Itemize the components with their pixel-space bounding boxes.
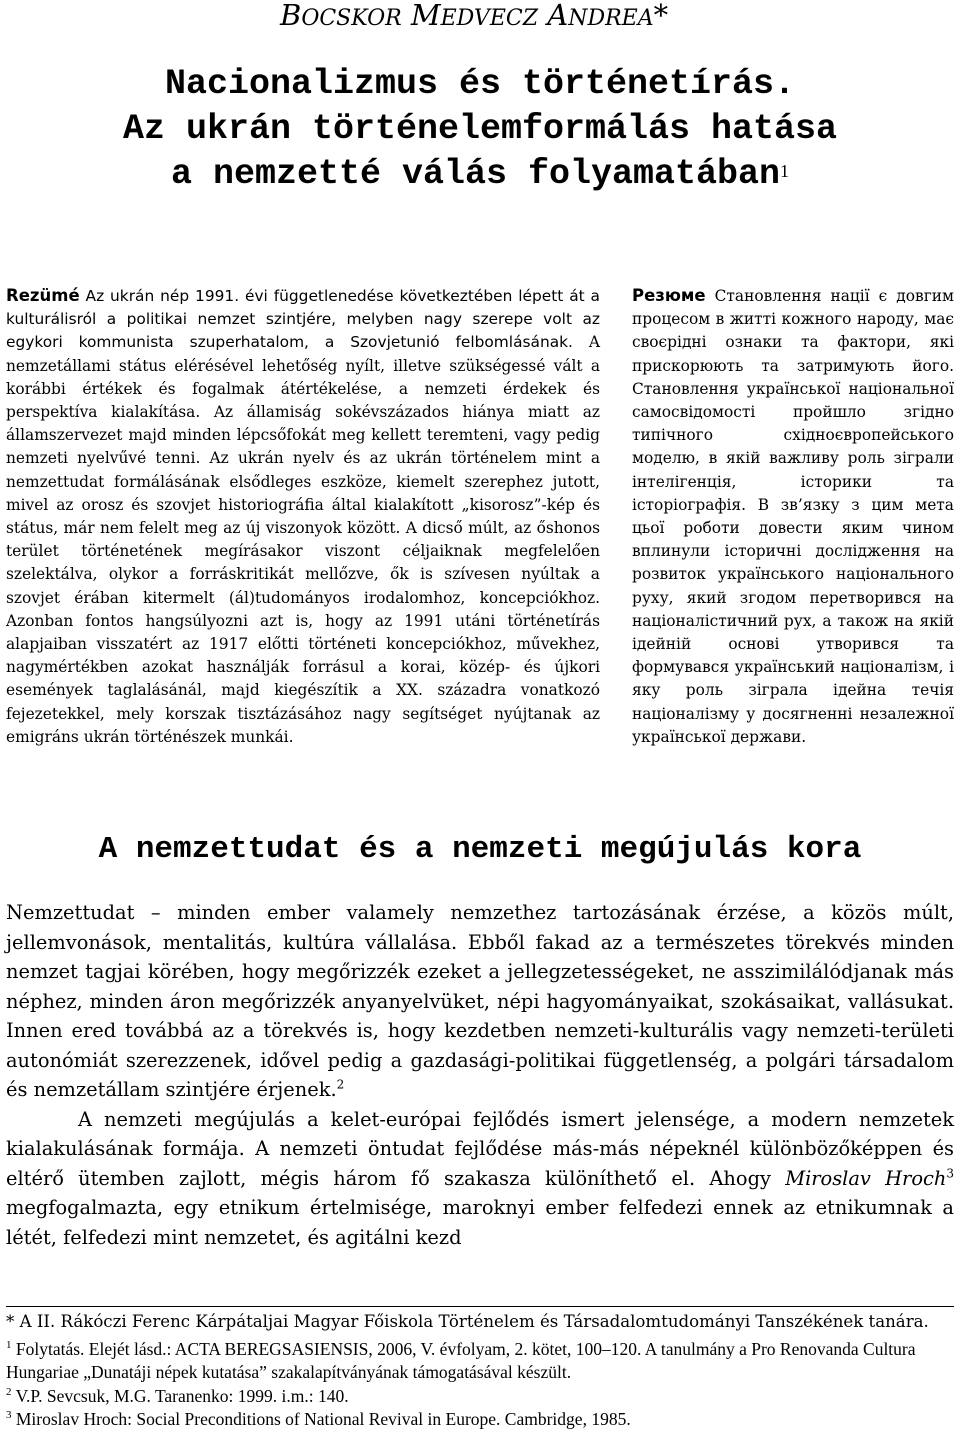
abstract-hungarian xyxy=(6,284,600,749)
footnote-ref-2: 2 xyxy=(336,1077,345,1092)
title-footnote-ref: 1 xyxy=(780,161,790,181)
title-line-3: a nemzetté válás folyamatában$^1$ xyxy=(170,154,790,194)
article-title xyxy=(0,62,960,197)
title-line-1: Nacionalizmus és történetírás. xyxy=(164,64,796,104)
footnote-1: $^1$ Folytatás. Elejét lásd.: ACTA BEREGSASIENSIS, 2006, V. évfolyam, 2. kötet, 100–120. A tanulmány a Pro Renovanda Cultura Hungariae „Dunatáji népek kutatása” szakalapítványának támogatásával készült. xyxy=(6,1338,916,1383)
cited-author-name: Miroslav Hroch xyxy=(785,1166,947,1190)
footnote-ref-3: 3 xyxy=(946,1166,954,1181)
abstract-ua-label: Резюме xyxy=(632,286,706,305)
abstract-ua-text: Становлення нації є довгим процесом в житті кожного народу, має своєрідні ознаки та фактори, які прискорюють та затримують його. Становлення української національної самосвідомості пройшло згідно типічного східноєвропейського моделю, в якій важливу роль зіграли інтелігенція, історики та історіографія. В зв’язку з цим мета цьої роботи довести яким чином вплинули історичні дослідження на розвиток українського національного руху, який згодом перетворився на націоналістичний рух, а також на якій ідейній основі утворився та формувався український націоналізм, і яку роль зіграла ідейна течія націоналізму у досягненні незалежної української держави. xyxy=(632,287,954,746)
body-paragraph-1: Nemzettudat – minden ember valamely nemzethez tartozásának érzése, a közös múlt, jellemvonások, mentalitás, kultúra vállalása. Ebből fakad az a természetes törekvés minden nemzet tagjai körében, hogy megőrizzék ezeket a jellegzetességeket, ne asszimilálódjanak más néphez, minden áron megőrizzék anyanyelvüket, népi hagyományaikat, szokásaikat, vallásukat. Innen ered továbbá az a törekvés is, hogy kezdetben nemzeti-kulturális vagy nemzeti-területi autonómiát szerezzenek, idővel pedig a gazdasági-politikai függetlenség, a polgári társadalom és nemzetállam szintjére érjenek.$^2$ xyxy=(6,901,954,1101)
footnotes xyxy=(6,1310,956,1432)
author-name: BOCSKOR MEDVECZ ANDREA* xyxy=(280,0,669,32)
footnote-3: $^3$ Miroslav Hroch: Social Preconditions of National Revival in Europe. Cambridge, 1985. xyxy=(6,1409,631,1430)
footnote-star: * A II. Rákóczi Ferenc Kárpátaljai Magyar Főiskola Történelem és Társadalomtudományi Tanszékének tanára. xyxy=(6,1312,929,1331)
body-paragraph-2: A nemzeti megújulás a kelet-európai fejlődés ismert jelensége, a modern nemzetek kialakulásának formája. A nemzeti öntudat fejlődése más-más népeknél különbözőképpen és eltérő ütemben zajlott, mégis három fő szakasza különíthető el. Ahogy Miroslav Hroch$^3$ megfogalmazta, egy etnikum értelmisége, maroknyi ember felfedezi ennek az etnikumnak a létét, felfedezi mint nemzetet, és agitálni kezd xyxy=(6,1107,954,1249)
author-footnote-mark: * xyxy=(653,0,669,32)
abstract-hu-label: Rezümé xyxy=(6,286,80,305)
footnote-divider xyxy=(6,1306,954,1307)
section-heading: A nemzettudat és a nemzeti megújulás kora xyxy=(98,832,862,867)
footnote-2: $^2$ V.P. Sevcsuk, M.G. Taranenko: 1999. i.m.: 140. xyxy=(6,1385,349,1406)
abstract-ukrainian xyxy=(632,284,954,749)
abstract-hu-lead: Az ukrán nép 1991. évi függetlenedése következtében lépett át a kulturálisról a politikai nemzet szintjére, melyben nagy szerepe volt az egykori kommunista szuperhatalom, a Szovjetunió felbomlásának. xyxy=(6,287,600,352)
abstract-hu-text: A nemzetállami státus elérésével lehetőség nyílt, illetve szükségessé vált a korábbi értékek és fogalmak átértékelése, a nemzeti érdekek és perspektíva kialakítása. Az államiság sokévszázados hiánya miatt az államszervezet majd minden lépcsőfokát meg kellett teremteni, vagy pedig nemzeti nyelvűvé tenni. Az ukrán nyelv és az ukrán történelem mint a nemzettudat formálásának elsődleges eszköze, kiemelt szerephez jutott, mivel az orosz és szovjet historiográfia által kialakított „kisorosz”-kép és státus, már nem felelt meg az új viszonyok között. A dicső múlt, az őshonos terület történetének megírásakor viszont céljaiknak megfelelően szelektálva, olykor a forráskritikát mellőzve, ők is szívesen nyúltak a szovjet érában kitermelt (ál)tudományos irodalomhoz, koncepciókhoz. Azonban fontos hangsúlyozni azt is, hogy az 1991 utáni történetírás alapjaiban visszatért az 1917 előtti történeti koncepciókhoz, művekhez, nagymértékben azokat használják forrásul a korai, közép- és újkori események taglalásánál, majd kiegészítik a XX. századra vonatkozó fejezetekkel, mely korszak tisztázásához nagy segítséget nyújtanak az emigráns ukrán történészek munkái. xyxy=(6,333,600,746)
body-text xyxy=(6,898,954,1252)
title-line-2: Az ukrán történelemformálás hatása xyxy=(122,109,838,149)
